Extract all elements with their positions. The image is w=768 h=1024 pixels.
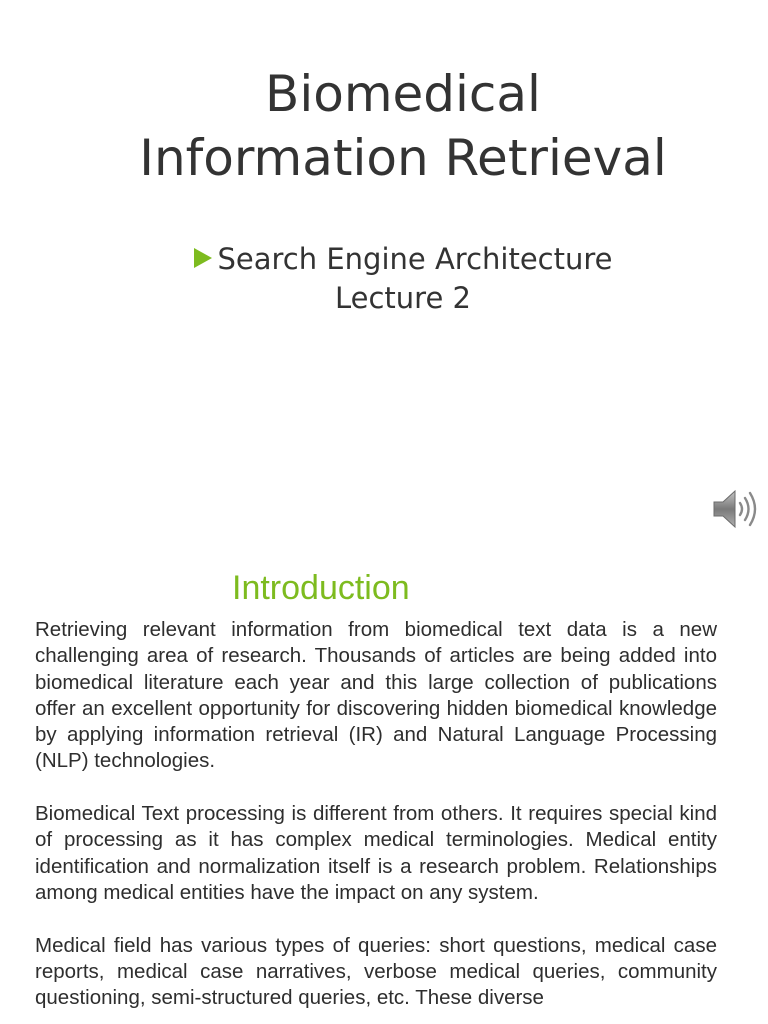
speaker-icon[interactable] [711,486,759,532]
introduction-heading: Introduction [232,569,410,607]
subtitle-text-1: Search Engine Architecture [217,242,613,276]
slide-title-line-2: Information Retrieval [139,129,667,187]
triangle-right-icon [194,248,212,268]
slide-title-line-1: Biomedical [265,65,541,123]
subtitle-line-2: Lecture 2 [335,281,471,315]
paragraph: Medical field has various types of queries: short questions, medical case reports, medical case narratives, verbose medical queries, community questioning, semi-structured queries, etc. These diverse [35,933,717,1010]
paragraph: Retrieving relevant information from biomedical text data is a new challenging area of research. Thousands of articles are being added into biomedical literature each year and this large collection of publications offer an excellent opportunity for discovering hidden biomedical knowledge by applying information retrieval (IR) and Natural Language Processing (NLP) technologies. [35,618,717,773]
subtitle-line-1 [0,240,768,279]
slide-title [0,62,768,190]
slide-subtitle [0,240,768,318]
paragraph: Biomedical Text processing is different from others. It requires special kind of processing as it has complex medical terminologies. Medical entity identification and normalization itself is a research problem. Relationships among medical entities have the impact on any system. [35,802,717,904]
introduction-body [35,617,717,1024]
